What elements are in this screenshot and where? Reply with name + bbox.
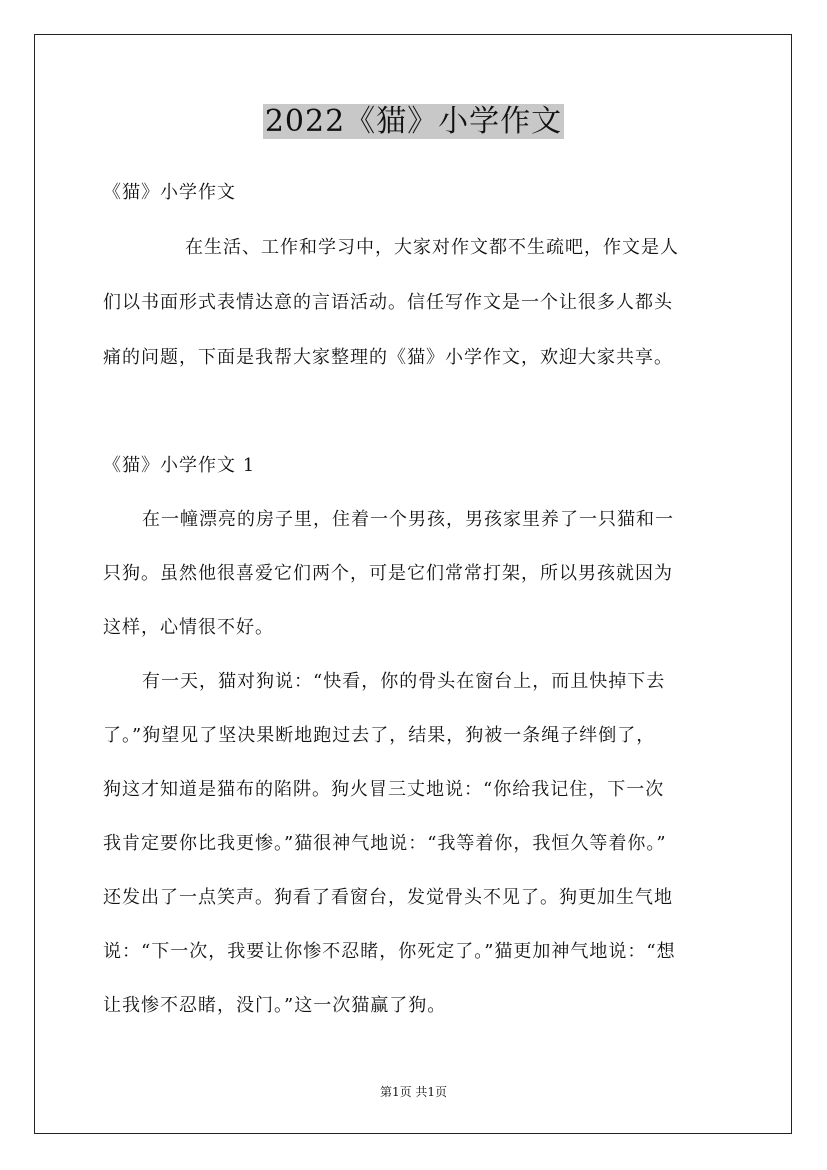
body-line-5: 了。”狗望见了坚决果断地跑过去了，结果，狗被一条绳子绊倒了， — [103, 725, 656, 746]
document-title — [0, 100, 827, 144]
intro-line-2: 们以书面形式表情达意的言语活动。信任写作文是一个让很多人都头 — [103, 292, 673, 313]
body-line-1: 在一幢漂亮的房子里，住着一个男孩，男孩家里养了一只猫和一 — [142, 509, 674, 530]
body-line-8: 还发出了一点笑声。狗看了看窗台，发觉骨头不见了。狗更加生气地 — [103, 887, 673, 908]
body-line-2: 只狗。虽然他很喜爱它们两个，可是它们常常打架，所以男孩就因为 — [103, 563, 673, 584]
intro-line-3: 痛的问题，下面是我帮大家整理的《猫》小学作文，欢迎大家共享。 — [103, 347, 673, 368]
document-title-text: 2022《猫》小学作文 — [264, 104, 563, 139]
body-line-7: 我肯定要你比我更惨。”猫很神气地说：“我等着你，我恒久等着你。” — [103, 833, 667, 854]
body-line-3: 这样，心情很不好。 — [103, 617, 274, 638]
document-subtitle: 《猫》小学作文 — [103, 182, 236, 203]
body-line-6: 狗这才知道是猫布的陷阱。狗火冒三丈地说：“你给我记住，下一次 — [103, 779, 665, 800]
page-footer: 第1页 共1页 — [379, 1085, 448, 1099]
body-line-4: 有一天，猫对狗说：“快看，你的骨头在窗台上，而且快掉下去 — [142, 671, 666, 692]
body-line-10: 让我惨不忍睹，没门。”这一次猫赢了狗。 — [103, 995, 447, 1016]
intro-line-1: 在生活、工作和学习中，大家对作文都不生疏吧，作文是人 — [185, 237, 679, 258]
body-line-9: 说：“下一次，我要让你惨不忍睹，你死定了。”猫更加神气地说：“想 — [103, 941, 676, 962]
section-heading: 《猫》小学作文 1 — [103, 455, 256, 476]
